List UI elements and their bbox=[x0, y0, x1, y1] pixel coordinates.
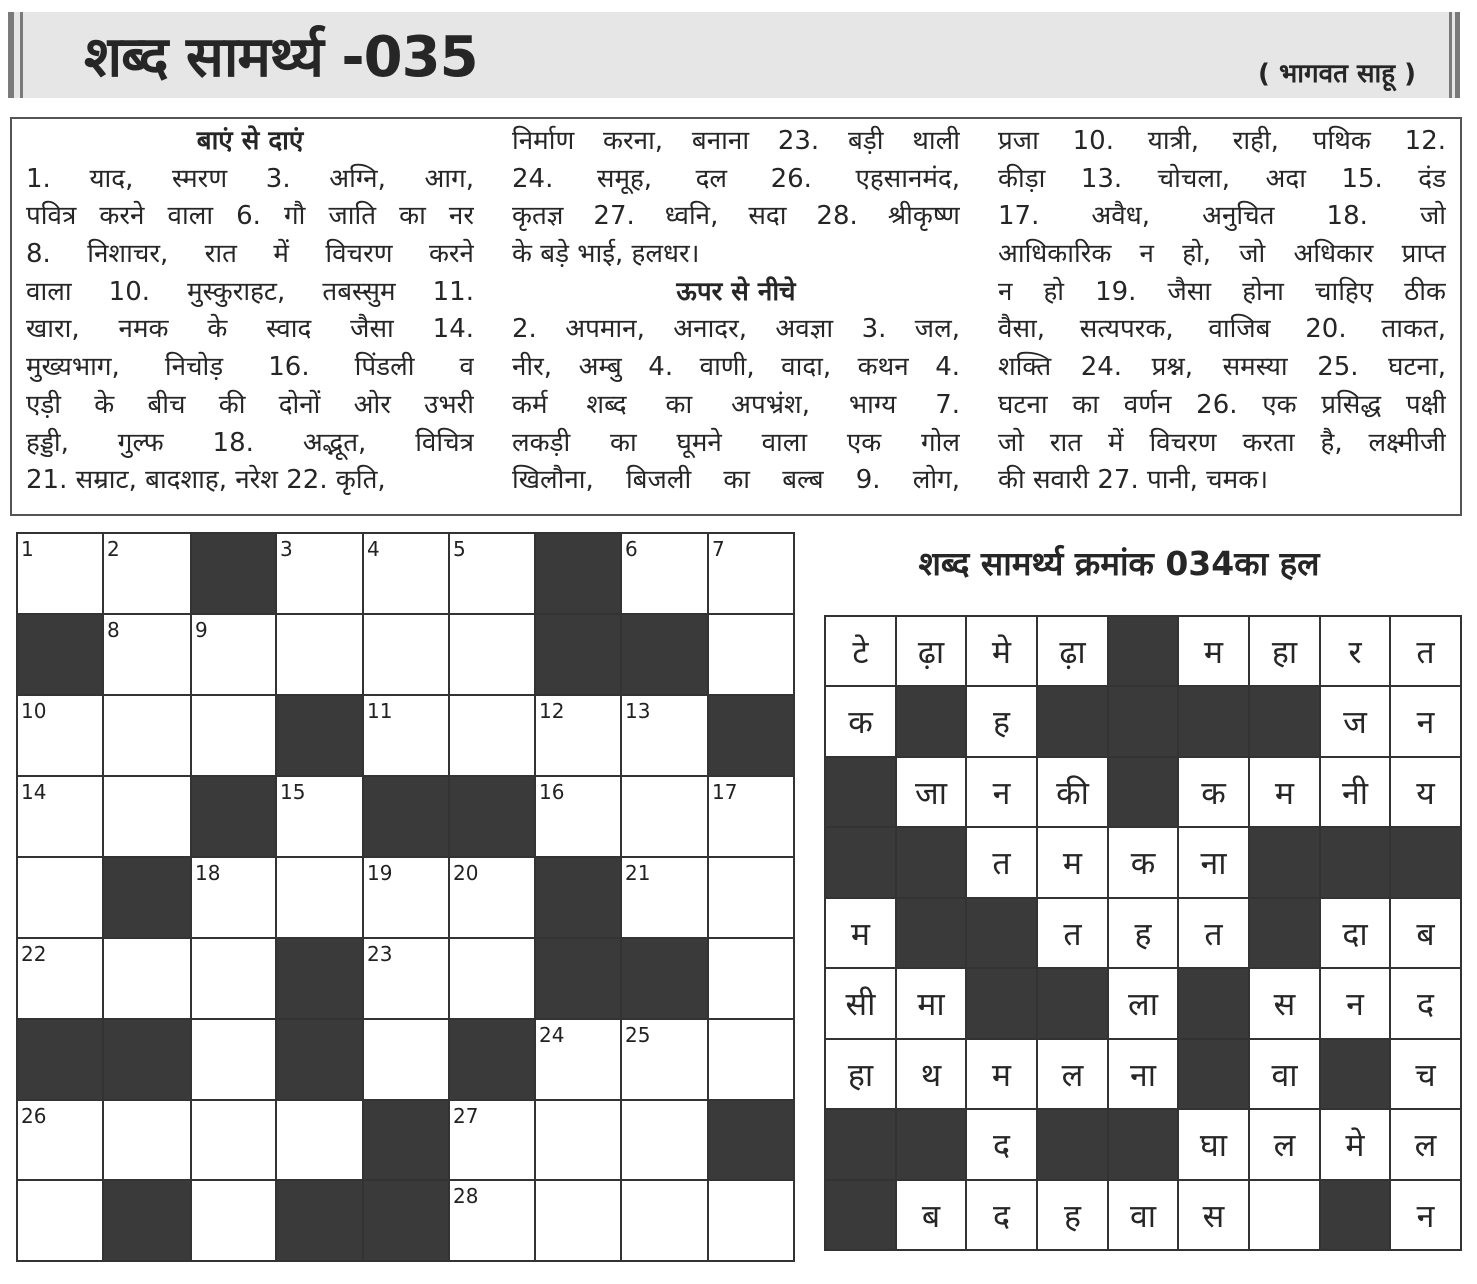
solution-cell: क bbox=[1177, 756, 1250, 828]
grid-cell[interactable] bbox=[707, 532, 795, 615]
clue-line: 24. समूह, दल 26. एहसानमंद, bbox=[512, 163, 960, 194]
solution-cell: हा bbox=[1248, 615, 1321, 687]
grid-cell[interactable] bbox=[534, 694, 622, 777]
grid-cell[interactable] bbox=[707, 856, 795, 939]
grid-cell[interactable] bbox=[102, 694, 192, 777]
solution-cell-blocked bbox=[1248, 897, 1321, 969]
grid-cell-blocked bbox=[620, 937, 709, 1020]
cell-number: 1 bbox=[21, 537, 34, 561]
cell-number: 17 bbox=[712, 780, 738, 804]
grid-cell[interactable] bbox=[102, 532, 192, 615]
header-bar-left-thin bbox=[20, 12, 23, 98]
across-heading: बाएं से दाएं bbox=[196, 126, 304, 156]
solution-grid bbox=[824, 615, 1460, 1249]
clue-line: प्रजा 10. यात्री, राही, पथिक 12. bbox=[998, 126, 1446, 156]
solution-cell-blocked bbox=[1107, 615, 1179, 687]
solution-cell-blocked bbox=[1107, 1108, 1179, 1181]
grid-cell[interactable] bbox=[448, 937, 536, 1020]
grid-cell[interactable] bbox=[448, 856, 536, 939]
clue-line: वैसा, सत्यपरक, वाजिब 20. ताकत, bbox=[998, 314, 1446, 345]
grid-cell[interactable] bbox=[16, 1099, 104, 1181]
cell-number: 8 bbox=[107, 618, 120, 642]
solution-cell: ढ़ा bbox=[895, 615, 967, 687]
solution-cell: स bbox=[1248, 967, 1321, 1040]
solution-cell-blocked bbox=[824, 1108, 897, 1181]
clue-line: 1. याद, स्मरण 3. अग्नि, आग, bbox=[26, 163, 474, 194]
clue-line: एड़ी के बीच की दोनों ओर उभरी bbox=[26, 389, 474, 420]
solution-cell: त bbox=[1177, 897, 1250, 969]
grid-cell[interactable] bbox=[275, 856, 364, 939]
grid-cell[interactable] bbox=[16, 1179, 104, 1262]
clues-column-2 bbox=[512, 123, 960, 500]
solution-cell: की bbox=[1036, 756, 1109, 828]
solution-cell: द bbox=[965, 1108, 1038, 1181]
solution-cell: त bbox=[1389, 615, 1462, 687]
grid-cell[interactable] bbox=[707, 613, 795, 696]
grid-cell[interactable] bbox=[16, 694, 104, 777]
grid-cell[interactable] bbox=[707, 775, 795, 858]
cell-number: 20 bbox=[453, 861, 479, 885]
grid-cell-blocked bbox=[16, 1018, 104, 1101]
clue-line: हड्डी, गुल्फ 18. अद्भूत, विचित्र bbox=[26, 427, 474, 458]
grid-cell[interactable] bbox=[16, 856, 104, 939]
cell-number: 18 bbox=[195, 861, 221, 885]
clue-line: कीड़ा 13. चोचला, अदा 15. दंड bbox=[998, 163, 1446, 194]
grid-cell[interactable] bbox=[620, 1179, 709, 1262]
solution-cell bbox=[1248, 1179, 1321, 1251]
clues-box bbox=[10, 117, 1462, 516]
cell-number: 25 bbox=[625, 1023, 651, 1047]
grid-cell[interactable] bbox=[620, 532, 709, 615]
solution-cell-blocked bbox=[1107, 756, 1179, 828]
solution-cell-blocked bbox=[965, 897, 1038, 969]
clue-line: नीर, अम्बु 4. वाणी, वादा, कथन 4. bbox=[512, 352, 960, 383]
cell-number: 16 bbox=[539, 780, 565, 804]
solution-cell-blocked bbox=[895, 1108, 967, 1181]
cell-number: 19 bbox=[367, 861, 393, 885]
grid-cell[interactable] bbox=[534, 1179, 622, 1262]
solution-cell: न bbox=[1389, 685, 1462, 758]
grid-cell[interactable] bbox=[190, 856, 277, 939]
solution-cell: च bbox=[1389, 1038, 1462, 1110]
grid-cell-blocked bbox=[275, 694, 364, 777]
grid-cell[interactable] bbox=[362, 937, 450, 1020]
solution-cell: द bbox=[965, 1179, 1038, 1251]
grid-cell-blocked bbox=[16, 613, 104, 696]
solution-cell: ना bbox=[1177, 826, 1250, 899]
clue-line: लकड़ी का घूमने वाला एक गोल bbox=[512, 427, 960, 458]
grid-cell[interactable] bbox=[362, 856, 450, 939]
solution-cell: ह bbox=[1036, 1179, 1109, 1251]
solution-cell: घा bbox=[1177, 1108, 1250, 1181]
grid-cell-blocked bbox=[620, 613, 709, 696]
solution-cell: न bbox=[1389, 1179, 1462, 1251]
solution-cell: टे bbox=[824, 615, 897, 687]
clue-line: जो रात में विचरण करता है, लक्ष्मीजी bbox=[998, 427, 1446, 458]
cell-number: 21 bbox=[625, 861, 651, 885]
grid-cell[interactable] bbox=[16, 937, 104, 1020]
solution-cell: मे bbox=[965, 615, 1038, 687]
cell-number: 11 bbox=[367, 699, 393, 723]
cell-number: 24 bbox=[539, 1023, 565, 1047]
cell-number: 2 bbox=[107, 537, 120, 561]
grid-cell-blocked bbox=[534, 532, 622, 615]
solution-cell: थ bbox=[895, 1038, 967, 1110]
author-credit: ( भागवत साहू ) bbox=[1258, 59, 1416, 89]
solution-cell: हा bbox=[824, 1038, 897, 1110]
clue-line: खिलौना, बिजली का बल्ब 9. लोग, bbox=[512, 465, 960, 496]
grid-cell[interactable] bbox=[190, 937, 277, 1020]
grid-cell[interactable] bbox=[275, 1099, 364, 1181]
cell-number: 14 bbox=[21, 780, 47, 804]
clue-line: 2. अपमान, अनादर, अवज्ञा 3. जल, bbox=[512, 314, 960, 345]
solution-cell: र bbox=[1319, 615, 1391, 687]
solution-cell: ज bbox=[1319, 685, 1391, 758]
solution-cell-blocked bbox=[1177, 1038, 1250, 1110]
solution-cell: म bbox=[1177, 615, 1250, 687]
solution-cell-blocked bbox=[1319, 1179, 1391, 1251]
solution-cell: मा bbox=[895, 967, 967, 1040]
down-heading: ऊपर से नीचे bbox=[676, 276, 796, 307]
grid-cell-blocked bbox=[534, 856, 622, 939]
grid-cell[interactable] bbox=[448, 532, 536, 615]
solution-cell-blocked bbox=[1107, 685, 1179, 758]
clue-line: कृतज्ञ 27. ध्वनि, सदा 28. श्रीकृष्ण bbox=[512, 201, 960, 232]
cell-number: 9 bbox=[195, 618, 208, 642]
solution-cell-blocked bbox=[895, 685, 967, 758]
solution-cell: म bbox=[1036, 826, 1109, 899]
solution-cell-blocked bbox=[1248, 685, 1321, 758]
cell-number: 4 bbox=[367, 537, 380, 561]
grid-cell[interactable] bbox=[102, 613, 192, 696]
grid-cell[interactable] bbox=[620, 1099, 709, 1181]
grid-cell[interactable] bbox=[620, 856, 709, 939]
solution-cell-blocked bbox=[965, 967, 1038, 1040]
solution-cell: द bbox=[1389, 967, 1462, 1040]
solution-cell: ना bbox=[1107, 1038, 1179, 1110]
grid-cell[interactable] bbox=[707, 937, 795, 1020]
grid-cell-blocked bbox=[275, 1018, 364, 1101]
grid-cell[interactable] bbox=[16, 775, 104, 858]
grid-cell[interactable] bbox=[620, 1018, 709, 1101]
solution-cell: क bbox=[1107, 826, 1179, 899]
header-bar-left-thick bbox=[8, 12, 14, 98]
cell-number: 22 bbox=[21, 942, 47, 966]
solution-cell: स bbox=[1177, 1179, 1250, 1251]
grid-cell-blocked bbox=[362, 775, 450, 858]
clue-line: 21. सम्राट, बादशाह, नरेश 22. कृति, bbox=[26, 465, 386, 496]
solution-cell-blocked bbox=[1319, 1038, 1391, 1110]
clue-line: के बड़े भाई, हलधर। bbox=[512, 239, 700, 270]
header-bar-right-thin bbox=[1449, 12, 1452, 98]
solution-cell: ह bbox=[965, 685, 1038, 758]
grid-cell[interactable] bbox=[620, 694, 709, 777]
solution-cell: त bbox=[1036, 897, 1109, 969]
header-bar-right-thick bbox=[1455, 12, 1460, 98]
grid-cell[interactable] bbox=[707, 1179, 795, 1262]
solution-cell-blocked bbox=[824, 1179, 897, 1251]
grid-cell[interactable] bbox=[448, 694, 536, 777]
crossword-grid bbox=[16, 532, 793, 1260]
cell-number: 6 bbox=[625, 537, 638, 561]
cell-number: 26 bbox=[21, 1104, 47, 1128]
grid-cell[interactable] bbox=[362, 613, 450, 696]
grid-cell-blocked bbox=[707, 1099, 795, 1181]
grid-cell[interactable] bbox=[707, 1018, 795, 1101]
grid-cell[interactable] bbox=[275, 532, 364, 615]
solution-cell: वा bbox=[1248, 1038, 1321, 1110]
grid-cell[interactable] bbox=[448, 1099, 536, 1181]
clue-line: आधिकारिक न हो, जो अधिकार प्राप्त bbox=[998, 239, 1446, 270]
clue-line: पवित्र करने वाला 6. गौ जाति का नर bbox=[26, 201, 474, 232]
solution-cell: जा bbox=[895, 756, 967, 828]
clue-line: वाला 10. मुस्कुराहट, तबस्सुम 11. bbox=[26, 276, 474, 307]
grid-cell-blocked bbox=[190, 532, 277, 615]
solution-cell: ब bbox=[895, 1179, 967, 1251]
page-title: शब्द सामर्थ्य -035 bbox=[84, 25, 478, 90]
grid-cell[interactable] bbox=[275, 775, 364, 858]
solution-cell: म bbox=[965, 1038, 1038, 1110]
grid-cell-blocked bbox=[534, 937, 622, 1020]
grid-cell[interactable] bbox=[448, 1179, 536, 1262]
cell-number: 12 bbox=[539, 699, 565, 723]
solution-cell: दा bbox=[1319, 897, 1391, 969]
solution-cell-blocked bbox=[1248, 826, 1321, 899]
grid-cell[interactable] bbox=[102, 937, 192, 1020]
grid-cell-blocked bbox=[275, 937, 364, 1020]
cell-number: 5 bbox=[453, 537, 466, 561]
solution-cell: सी bbox=[824, 967, 897, 1040]
cell-number: 7 bbox=[712, 537, 725, 561]
cell-number: 13 bbox=[625, 699, 651, 723]
solution-cell-blocked bbox=[1177, 967, 1250, 1040]
grid-cell[interactable] bbox=[275, 613, 364, 696]
solution-cell: ढ़ा bbox=[1036, 615, 1109, 687]
grid-cell[interactable] bbox=[534, 1099, 622, 1181]
grid-cell-blocked bbox=[707, 694, 795, 777]
solution-cell-blocked bbox=[824, 826, 897, 899]
solution-cell: ल bbox=[1389, 1108, 1462, 1181]
clue-line: 8. निशाचर, रात में विचरण करने bbox=[26, 239, 474, 270]
cell-number: 28 bbox=[453, 1184, 479, 1208]
grid-cell-blocked bbox=[362, 1179, 450, 1262]
solution-cell: नी bbox=[1319, 756, 1391, 828]
clues-column-3 bbox=[998, 123, 1446, 500]
grid-cell-blocked bbox=[190, 775, 277, 858]
solution-cell-blocked bbox=[824, 756, 897, 828]
solution-cell-blocked bbox=[1036, 685, 1109, 758]
solution-cell-blocked bbox=[895, 826, 967, 899]
solution-cell: ल bbox=[1036, 1038, 1109, 1110]
solution-cell: वा bbox=[1107, 1179, 1179, 1251]
grid-cell[interactable] bbox=[190, 1179, 277, 1262]
clue-line: घटना का वर्णन 26. एक प्रसिद्ध पक्षी bbox=[998, 389, 1446, 420]
cell-number: 10 bbox=[21, 699, 47, 723]
grid-cell[interactable] bbox=[534, 1018, 622, 1101]
solution-cell: मे bbox=[1319, 1108, 1391, 1181]
header-band bbox=[8, 12, 1460, 98]
grid-cell-blocked bbox=[102, 856, 192, 939]
clue-line: मुख्यभाग, निचोड़ 16. पिंडली व bbox=[26, 352, 474, 383]
solution-cell: ल bbox=[1248, 1108, 1321, 1181]
grid-cell-blocked bbox=[275, 1179, 364, 1262]
cell-number: 3 bbox=[280, 537, 293, 561]
grid-cell-blocked bbox=[534, 613, 622, 696]
solution-cell: ह bbox=[1107, 897, 1179, 969]
grid-cell[interactable] bbox=[16, 532, 104, 615]
clue-line: निर्माण करना, बनाना 23. बड़ी थाली bbox=[512, 126, 960, 156]
solution-title: शब्द सामर्थ्य क्रमांक 034का हल bbox=[918, 544, 1320, 583]
grid-cell[interactable] bbox=[190, 613, 277, 696]
grid-cell-blocked bbox=[448, 775, 536, 858]
grid-cell[interactable] bbox=[362, 532, 450, 615]
grid-cell[interactable] bbox=[448, 613, 536, 696]
solution-cell: न bbox=[1319, 967, 1391, 1040]
clue-line: की सवारी 27. पानी, चमक। bbox=[998, 465, 1269, 496]
grid-cell[interactable] bbox=[362, 1018, 450, 1101]
solution-cell-blocked bbox=[1036, 1108, 1109, 1181]
cell-number: 23 bbox=[367, 942, 393, 966]
solution-cell: म bbox=[1248, 756, 1321, 828]
solution-cell-blocked bbox=[1036, 967, 1109, 1040]
solution-cell-blocked bbox=[1319, 826, 1391, 899]
grid-cell-blocked bbox=[362, 1099, 450, 1181]
grid-cell[interactable] bbox=[362, 694, 450, 777]
solution-cell: न bbox=[965, 756, 1038, 828]
clues-column-1 bbox=[26, 123, 474, 500]
solution-cell: ला bbox=[1107, 967, 1179, 1040]
cell-number: 27 bbox=[453, 1104, 479, 1128]
grid-cell[interactable] bbox=[620, 775, 709, 858]
solution-cell-blocked bbox=[1389, 826, 1462, 899]
clue-line: न हो 19. जैसा होना चाहिए ठीक bbox=[998, 276, 1446, 307]
solution-cell: त bbox=[965, 826, 1038, 899]
solution-cell-blocked bbox=[1177, 685, 1250, 758]
grid-cell[interactable] bbox=[102, 775, 192, 858]
clue-line: शक्ति 24. प्रश्न, समस्या 25. घटना, bbox=[998, 352, 1446, 383]
solution-cell: म bbox=[824, 897, 897, 969]
clue-line: 17. अवैध, अनुचित 18. जो bbox=[998, 201, 1446, 232]
grid-cell[interactable] bbox=[102, 1099, 192, 1181]
clue-line: कर्म शब्द का अपभ्रंश, भाग्य 7. bbox=[512, 389, 960, 420]
grid-cell[interactable] bbox=[190, 1018, 277, 1101]
solution-cell-blocked bbox=[895, 897, 967, 969]
grid-cell-blocked bbox=[448, 1018, 536, 1101]
grid-cell[interactable] bbox=[190, 1099, 277, 1181]
grid-cell-blocked bbox=[102, 1179, 192, 1262]
solution-cell: य bbox=[1389, 756, 1462, 828]
solution-cell: ब bbox=[1389, 897, 1462, 969]
grid-cell[interactable] bbox=[190, 694, 277, 777]
cell-number: 15 bbox=[280, 780, 306, 804]
grid-cell[interactable] bbox=[534, 775, 622, 858]
solution-cell: क bbox=[824, 685, 897, 758]
grid-cell-blocked bbox=[102, 1018, 192, 1101]
clue-line: खारा, नमक के स्वाद जैसा 14. bbox=[26, 314, 474, 345]
